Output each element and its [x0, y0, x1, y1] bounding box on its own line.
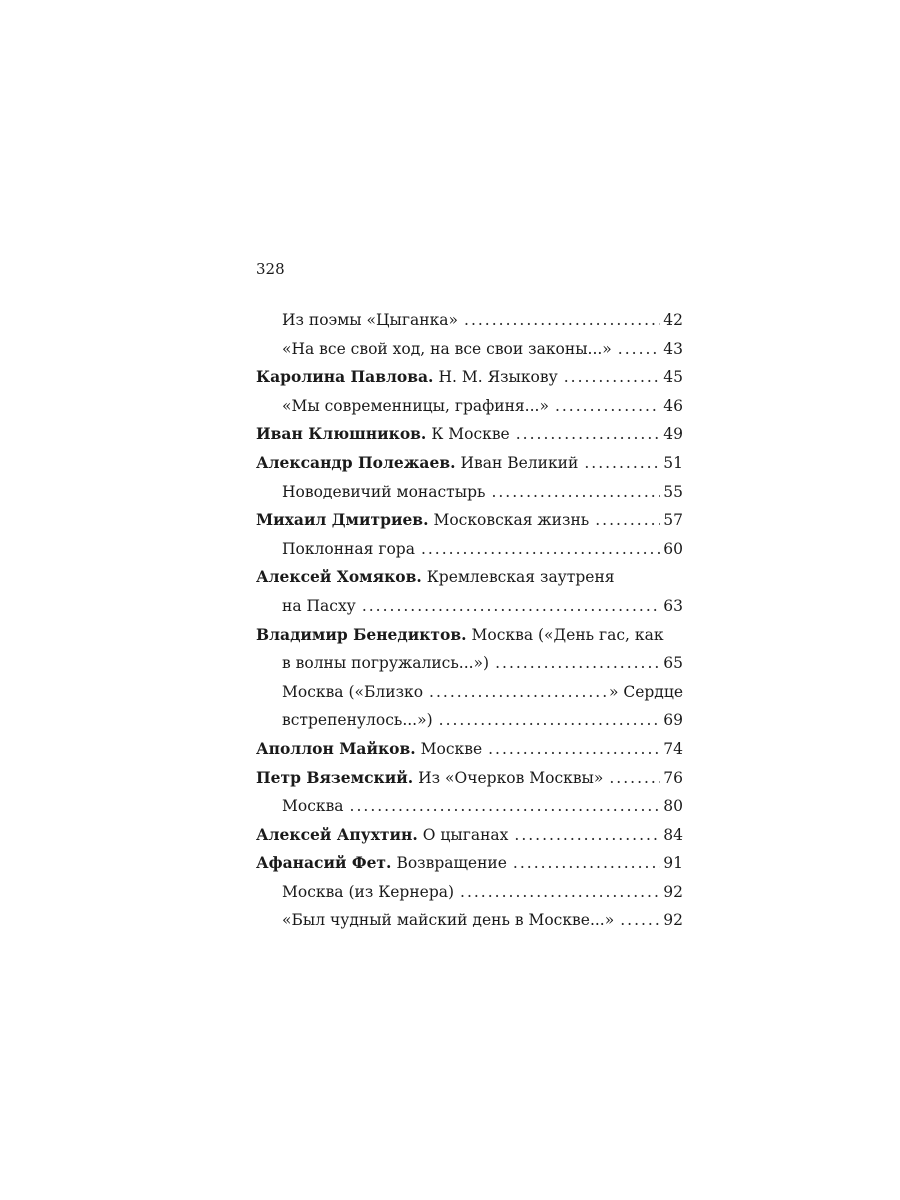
- toc-page-number: 74: [663, 739, 683, 758]
- toc-page-number: 57: [663, 511, 683, 530]
- toc-entry: [256, 392, 683, 421]
- toc-title: О цыганах: [422, 825, 509, 844]
- toc-entry: [256, 335, 683, 364]
- toc-author: Афанасий Фет.: [256, 853, 392, 873]
- toc-page-number: 45: [663, 368, 683, 387]
- toc-author: Каролина Павлова.: [256, 367, 434, 387]
- toc-entry: [256, 506, 683, 535]
- toc-title: «Был чудный майский день в Москве...»: [282, 911, 615, 930]
- dot-leader: [555, 392, 660, 421]
- dot-leader: [488, 735, 660, 764]
- toc-title: встрепенулось...»): [282, 711, 433, 730]
- toc-title: Из «Очерков Москвы»: [418, 768, 604, 787]
- dot-leader: [439, 706, 661, 735]
- toc-page-number: 76: [663, 768, 683, 787]
- toc-page-number: 92: [663, 911, 683, 930]
- toc-entry: [256, 764, 683, 793]
- toc-entry: [256, 706, 683, 735]
- toc-page-number: 60: [663, 539, 683, 558]
- dot-leader: [514, 821, 660, 850]
- dot-leader: [620, 906, 660, 935]
- toc-page-number: 84: [663, 825, 683, 844]
- dot-leader: [516, 420, 661, 449]
- toc-author: Алексей Хомяков.: [256, 567, 422, 587]
- toc-title: «Мы современницы, графиня...»: [282, 396, 549, 415]
- toc-page-number: 51: [663, 453, 683, 472]
- toc-title: Москва: [282, 797, 344, 816]
- toc-title: Кремлевская заутреня: [426, 568, 615, 587]
- toc-author: Петр Вяземский.: [256, 767, 414, 787]
- toc-author: Аполлон Майков.: [256, 738, 416, 758]
- toc-entry: [256, 906, 683, 935]
- toc-page-number: 91: [663, 854, 683, 873]
- dot-leader: [362, 592, 660, 621]
- dot-leader: [595, 506, 660, 535]
- toc-author: Алексей Апухтин.: [256, 824, 418, 844]
- toc-title: Возвращение: [396, 854, 507, 873]
- dot-leader: [491, 478, 660, 507]
- toc-page-number: 69: [663, 711, 683, 730]
- toc-entry: [256, 535, 683, 564]
- dot-leader: [609, 764, 660, 793]
- toc-title: Новодевичий монастырь: [282, 482, 486, 501]
- toc-page-number: 55: [663, 482, 683, 501]
- dot-leader: [464, 306, 660, 335]
- toc-page-number: 92: [663, 882, 683, 901]
- toc-entry: [256, 478, 683, 507]
- toc-page-number: 63: [663, 596, 683, 615]
- toc-title-continuation: » Сердце: [608, 682, 683, 701]
- table-of-contents: [256, 306, 683, 935]
- toc-title: Н. М. Языкову: [438, 368, 558, 387]
- toc-author: Александр Полежаев.: [256, 452, 456, 472]
- toc-entry: [256, 735, 683, 764]
- toc-title: Москва («День гас, как: [471, 625, 664, 644]
- dot-leader: [429, 678, 606, 707]
- dot-leader: [564, 363, 661, 392]
- dot-leader: [421, 535, 660, 564]
- toc-page-number: 43: [663, 339, 683, 358]
- toc-entry: [256, 363, 683, 392]
- toc-author: Владимир Бенедиктов.: [256, 624, 467, 644]
- toc-page-number: 80: [663, 797, 683, 816]
- toc-title: Поклонная гора: [282, 539, 415, 558]
- toc-title: Московская жизнь: [433, 511, 590, 530]
- toc-entry: [256, 792, 683, 821]
- toc-title: Иван Великий: [460, 453, 579, 472]
- dot-leader: [495, 649, 660, 678]
- toc-entry: [256, 649, 683, 678]
- toc-title: Москве: [420, 739, 483, 758]
- toc-title: Москва («Близко: [282, 682, 424, 701]
- toc-author: Иван Клюшников.: [256, 424, 427, 444]
- toc-entry: [256, 420, 683, 449]
- toc-title: в волны погружались...»): [282, 654, 490, 673]
- dot-leader: [460, 878, 660, 907]
- dot-leader: [350, 792, 661, 821]
- toc-title: К Москве: [431, 425, 510, 444]
- toc-entry: [256, 878, 683, 907]
- toc-entry: [256, 592, 683, 621]
- toc-author: Михаил Дмитриев.: [256, 510, 429, 530]
- toc-page-number: 42: [663, 311, 683, 329]
- dot-leader: [513, 849, 660, 878]
- toc-page-number: 65: [663, 654, 683, 673]
- toc-entry: [256, 449, 683, 478]
- page-number: 328: [256, 260, 285, 278]
- dot-leader: [618, 335, 660, 364]
- toc-entry: [256, 849, 683, 878]
- toc-page-number: 46: [663, 396, 683, 415]
- toc-title: Москва (из Кернера): [282, 882, 455, 901]
- toc-entry: [256, 621, 683, 650]
- toc-entry: [256, 678, 683, 707]
- toc-title: на Пасху: [282, 596, 356, 615]
- toc-page-number: 49: [663, 425, 683, 444]
- toc-entry: [256, 821, 683, 850]
- toc-title: «На все свой ход, на все свои законы...»: [282, 339, 612, 358]
- toc-entry: [256, 563, 683, 592]
- dot-leader: [584, 449, 660, 478]
- toc-title: Из поэмы «Цыганка»: [282, 311, 459, 329]
- toc-entry: [256, 306, 683, 335]
